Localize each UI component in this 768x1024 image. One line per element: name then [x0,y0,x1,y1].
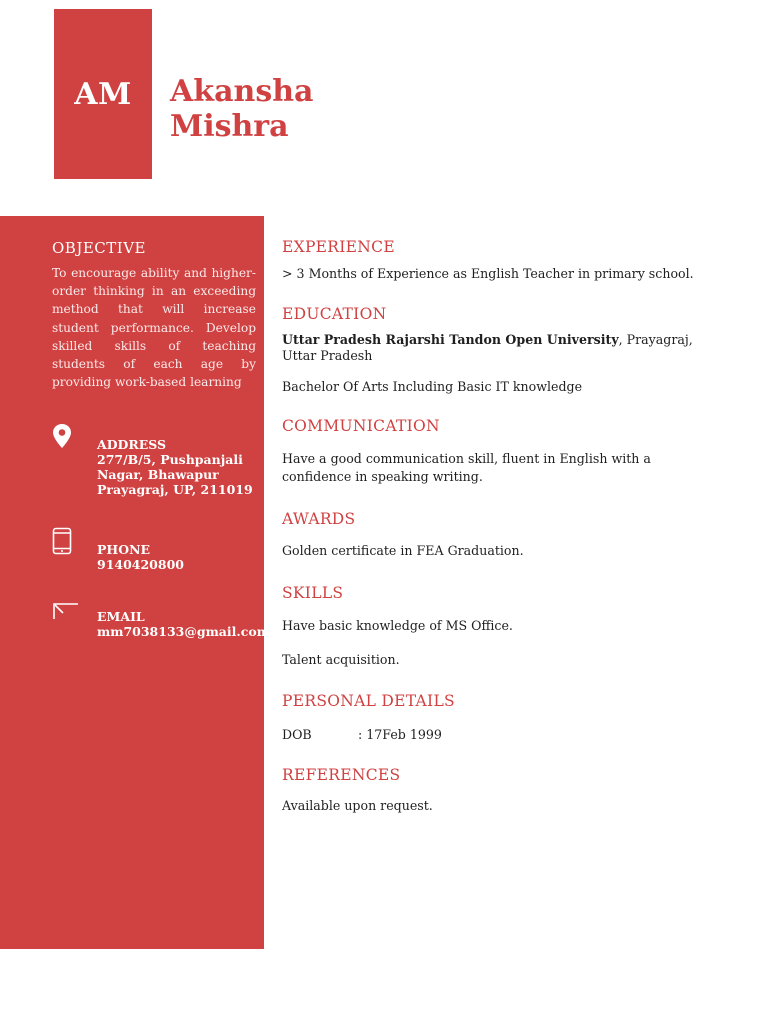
references-text: Available upon request. [282,798,433,813]
skill-item: Talent acquisition. [282,652,400,667]
last-name: Mishra [170,109,289,144]
email-value[interactable]: mm7038133@gmail.com [97,624,270,639]
phone-label: PHONE [97,542,151,557]
phone-value: 9140420800 [97,557,184,572]
awards-heading: AWARDS [282,510,356,528]
personal-details-heading: PERSONAL DETAILS [282,692,455,710]
dob-value: : 17Feb 1999 [358,727,442,742]
experience-text: > 3 Months of Experience as English Teacher in primary school. [282,266,694,281]
university-location: , Prayagraj, Uttar Pradesh [282,332,693,363]
skill-item: Have basic knowledge of MS Office. [282,618,513,633]
references-heading: REFERENCES [282,766,401,784]
sidebar [0,216,270,949]
email-label: EMAIL [97,609,145,624]
dob-row [282,726,732,744]
communication-text: Have a good communication skill, fluent in English with a confidence in speaking writing. [282,451,651,484]
mobile-phone-icon [52,527,72,555]
objective-heading: OBJECTIVE [52,239,146,257]
communication-heading: COMMUNICATION [282,417,440,435]
university-name: Uttar Pradesh Rajarshi Tandon Open University [282,332,619,347]
skills-heading: SKILLS [282,584,344,602]
degree-text: Bachelor Of Arts Including Basic IT knowledge [282,379,583,394]
email-arrow-icon [52,602,80,622]
education-heading: EDUCATION [282,305,387,323]
full-name [170,74,313,144]
experience-heading: EXPERIENCE [282,238,395,256]
first-name: Akansha [170,74,314,109]
location-pin-icon [52,423,72,449]
awards-text: Golden certificate in FEA Graduation. [282,543,524,558]
monogram-block [54,9,152,179]
address-label: ADDRESS [97,437,167,452]
objective-text: To encourage ability and higher-order thinking in an exceeding method that will increase student performance. Develop skilled skills of teaching students of each age by providing work-based learning [52,266,256,390]
initials: AM [74,76,132,112]
dob-label: DOB [282,727,312,742]
address-value: 277/B/5, Pushpanjali Nagar, Bhawapur Prayagraj, UP, 211019 [97,452,253,497]
education-entry [282,332,702,364]
